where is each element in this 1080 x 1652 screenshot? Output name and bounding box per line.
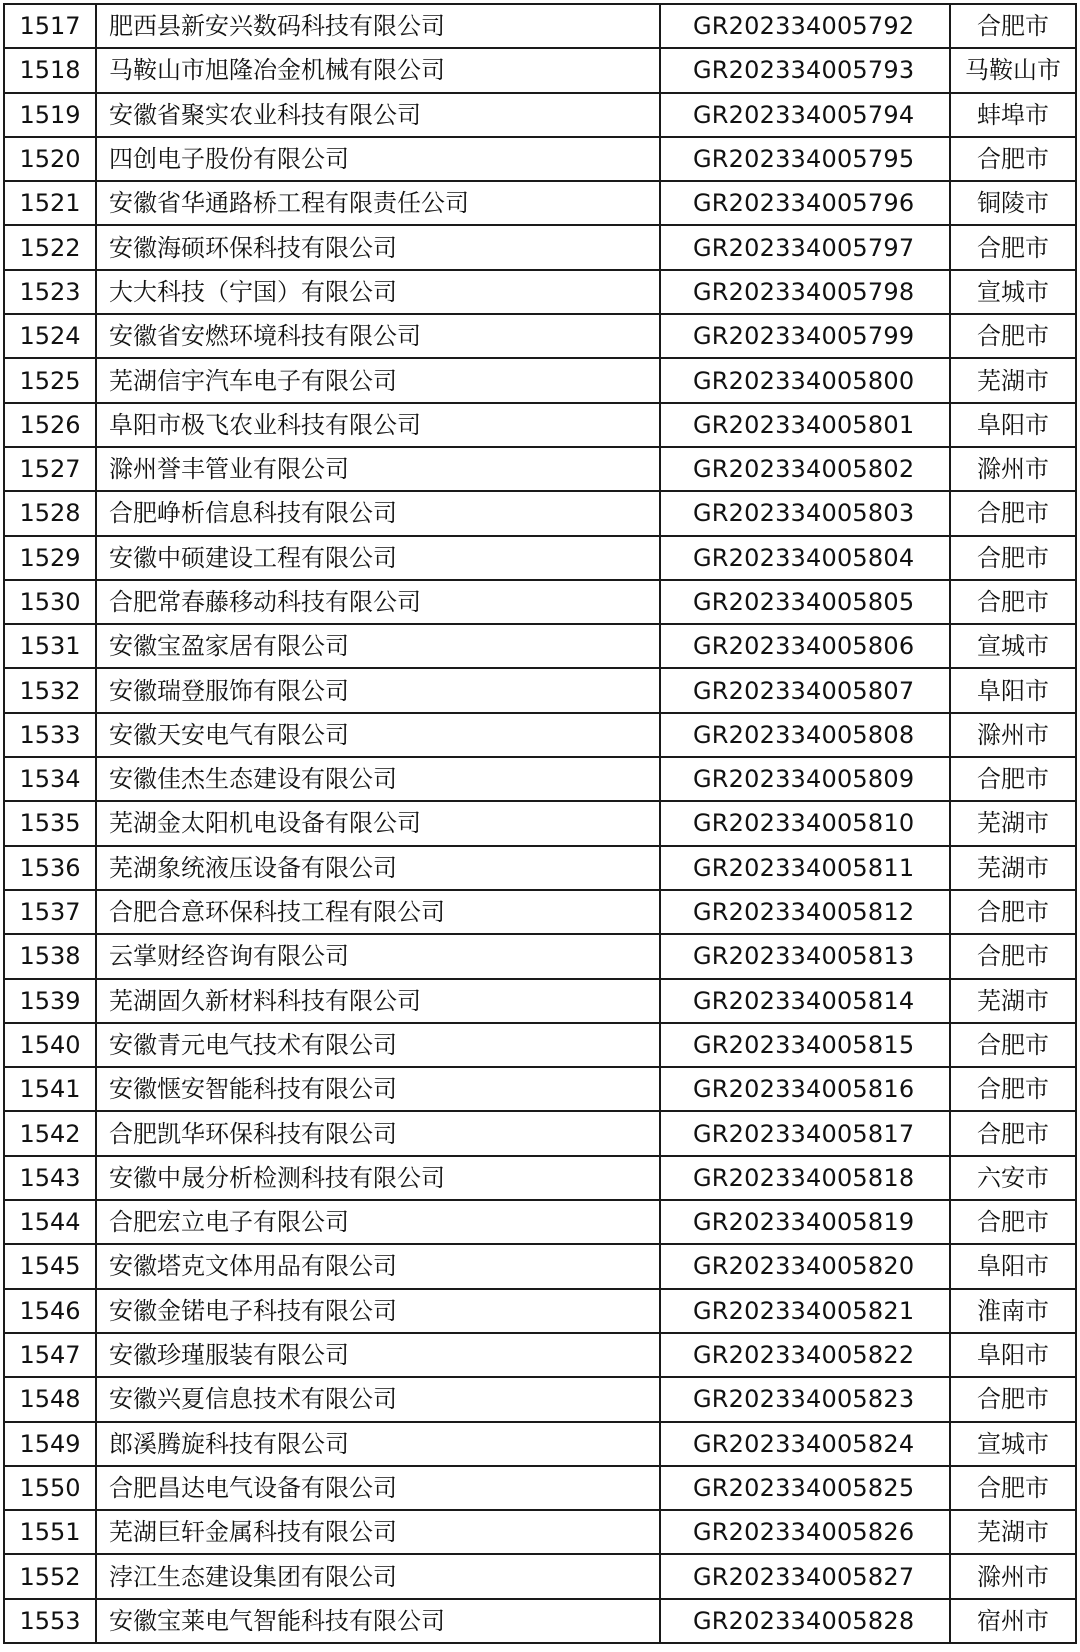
- company-name-cell: 安徽省聚实农业科技有限公司: [96, 93, 660, 137]
- city-cell: 铜陵市: [950, 181, 1076, 225]
- certificate-number-cell: GR202334005804: [660, 536, 950, 580]
- certificate-number-cell: GR202334005823: [660, 1377, 950, 1421]
- city-cell: 蚌埠市: [950, 93, 1076, 137]
- city-cell: 合肥市: [950, 934, 1076, 978]
- city-cell: 芜湖市: [950, 801, 1076, 845]
- table-row: [4, 1510, 1076, 1554]
- row-number-cell: 1546: [4, 1289, 96, 1333]
- company-name-cell: 芜湖信宇汽车电子有限公司: [96, 358, 660, 402]
- city-cell: 阜阳市: [950, 1244, 1076, 1288]
- company-name-cell: 安徽金锘电子科技有限公司: [96, 1289, 660, 1333]
- table-row: [4, 314, 1076, 358]
- city-cell: 合肥市: [950, 1200, 1076, 1244]
- row-number-cell: 1525: [4, 358, 96, 402]
- row-number-cell: 1527: [4, 447, 96, 491]
- certificate-number-cell: GR202334005817: [660, 1111, 950, 1155]
- company-name-cell: 安徽海硕环保科技有限公司: [96, 225, 660, 269]
- row-number-cell: 1552: [4, 1554, 96, 1598]
- company-name-cell: 安徽天安电气有限公司: [96, 713, 660, 757]
- table-row: [4, 93, 1076, 137]
- city-cell: 合肥市: [950, 225, 1076, 269]
- city-cell: 滁州市: [950, 1554, 1076, 1598]
- table-row: [4, 801, 1076, 845]
- certificate-number-cell: GR202334005801: [660, 403, 950, 447]
- row-number-cell: 1549: [4, 1422, 96, 1466]
- row-number-cell: 1534: [4, 757, 96, 801]
- certificate-number-cell: GR202334005800: [660, 358, 950, 402]
- row-number-cell: 1541: [4, 1067, 96, 1111]
- table-row: [4, 934, 1076, 978]
- city-cell: 合肥市: [950, 137, 1076, 181]
- certificate-number-cell: GR202334005818: [660, 1156, 950, 1200]
- row-number-cell: 1531: [4, 624, 96, 668]
- table-row: [4, 890, 1076, 934]
- table-row: [4, 624, 1076, 668]
- table-row: [4, 713, 1076, 757]
- certificate-number-cell: GR202334005814: [660, 979, 950, 1023]
- certificate-number-cell: GR202334005792: [660, 4, 950, 48]
- certificate-number-cell: GR202334005816: [660, 1067, 950, 1111]
- company-name-cell: 安徽兴夏信息技术有限公司: [96, 1377, 660, 1421]
- company-name-cell: 芜湖金太阳机电设备有限公司: [96, 801, 660, 845]
- row-number-cell: 1550: [4, 1466, 96, 1510]
- city-cell: 合肥市: [950, 890, 1076, 934]
- table-row: [4, 668, 1076, 712]
- city-cell: 合肥市: [950, 536, 1076, 580]
- row-number-cell: 1519: [4, 93, 96, 137]
- row-number-cell: 1530: [4, 580, 96, 624]
- company-name-cell: 合肥昌达电气设备有限公司: [96, 1466, 660, 1510]
- table-row: [4, 358, 1076, 402]
- company-name-cell: 安徽珍瑾服装有限公司: [96, 1333, 660, 1377]
- company-name-cell: 安徽中硕建设工程有限公司: [96, 536, 660, 580]
- city-cell: 芜湖市: [950, 979, 1076, 1023]
- certificate-number-cell: GR202334005815: [660, 1023, 950, 1067]
- row-number-cell: 1551: [4, 1510, 96, 1554]
- certificate-number-cell: GR202334005827: [660, 1554, 950, 1598]
- row-number-cell: 1529: [4, 536, 96, 580]
- table-row: [4, 1111, 1076, 1155]
- city-cell: 滁州市: [950, 447, 1076, 491]
- city-cell: 芜湖市: [950, 1510, 1076, 1554]
- certificate-number-cell: GR202334005796: [660, 181, 950, 225]
- row-number-cell: 1518: [4, 48, 96, 92]
- table-row: [4, 1333, 1076, 1377]
- certificate-number-cell: GR202334005806: [660, 624, 950, 668]
- table-row: [4, 846, 1076, 890]
- city-cell: 合肥市: [950, 4, 1076, 48]
- row-number-cell: 1517: [4, 4, 96, 48]
- table-row: [4, 1156, 1076, 1200]
- certificate-number-cell: GR202334005822: [660, 1333, 950, 1377]
- company-name-cell: 阜阳市极飞农业科技有限公司: [96, 403, 660, 447]
- city-cell: 合肥市: [950, 314, 1076, 358]
- certificate-number-cell: GR202334005821: [660, 1289, 950, 1333]
- certificate-number-cell: GR202334005812: [660, 890, 950, 934]
- row-number-cell: 1547: [4, 1333, 96, 1377]
- city-cell: 合肥市: [950, 757, 1076, 801]
- certificate-number-cell: GR202334005805: [660, 580, 950, 624]
- certificate-number-cell: GR202334005820: [660, 1244, 950, 1288]
- enterprise-registry-table: [3, 3, 1077, 1644]
- table-row: [4, 1289, 1076, 1333]
- certificate-number-cell: GR202334005794: [660, 93, 950, 137]
- table-row: [4, 1554, 1076, 1598]
- certificate-number-cell: GR202334005813: [660, 934, 950, 978]
- row-number-cell: 1533: [4, 713, 96, 757]
- table-row: [4, 1023, 1076, 1067]
- row-number-cell: 1521: [4, 181, 96, 225]
- city-cell: 芜湖市: [950, 846, 1076, 890]
- city-cell: 阜阳市: [950, 668, 1076, 712]
- row-number-cell: 1548: [4, 1377, 96, 1421]
- city-cell: 马鞍山市: [950, 48, 1076, 92]
- table-row: [4, 1244, 1076, 1288]
- row-number-cell: 1528: [4, 491, 96, 535]
- table-row: [4, 1377, 1076, 1421]
- company-name-cell: 安徽佳杰生态建设有限公司: [96, 757, 660, 801]
- company-name-cell: 合肥宏立电子有限公司: [96, 1200, 660, 1244]
- table-row: [4, 403, 1076, 447]
- city-cell: 合肥市: [950, 491, 1076, 535]
- company-name-cell: 浡江生态建设集团有限公司: [96, 1554, 660, 1598]
- city-cell: 合肥市: [950, 1466, 1076, 1510]
- certificate-number-cell: GR202334005809: [660, 757, 950, 801]
- table-row: [4, 1200, 1076, 1244]
- table-row: [4, 580, 1076, 624]
- city-cell: 阜阳市: [950, 403, 1076, 447]
- company-name-cell: 安徽宝莱电气智能科技有限公司: [96, 1599, 660, 1643]
- company-name-cell: 合肥凯华环保科技有限公司: [96, 1111, 660, 1155]
- certificate-number-cell: GR202334005793: [660, 48, 950, 92]
- company-name-cell: 安徽惬安智能科技有限公司: [96, 1067, 660, 1111]
- city-cell: 芜湖市: [950, 358, 1076, 402]
- company-name-cell: 合肥峥析信息科技有限公司: [96, 491, 660, 535]
- city-cell: 宣城市: [950, 270, 1076, 314]
- table-row: [4, 757, 1076, 801]
- certificate-number-cell: GR202334005808: [660, 713, 950, 757]
- company-name-cell: 郎溪腾旋科技有限公司: [96, 1422, 660, 1466]
- company-name-cell: 肥西县新安兴数码科技有限公司: [96, 4, 660, 48]
- company-name-cell: 安徽瑞登服饰有限公司: [96, 668, 660, 712]
- certificate-number-cell: GR202334005802: [660, 447, 950, 491]
- row-number-cell: 1537: [4, 890, 96, 934]
- row-number-cell: 1535: [4, 801, 96, 845]
- certificate-number-cell: GR202334005819: [660, 1200, 950, 1244]
- row-number-cell: 1538: [4, 934, 96, 978]
- row-number-cell: 1539: [4, 979, 96, 1023]
- certificate-number-cell: GR202334005798: [660, 270, 950, 314]
- certificate-number-cell: GR202334005799: [660, 314, 950, 358]
- table-row: [4, 1599, 1076, 1643]
- certificate-number-cell: GR202334005828: [660, 1599, 950, 1643]
- table-row: [4, 536, 1076, 580]
- row-number-cell: 1544: [4, 1200, 96, 1244]
- company-name-cell: 合肥合意环保科技工程有限公司: [96, 890, 660, 934]
- certificate-number-cell: GR202334005825: [660, 1466, 950, 1510]
- row-number-cell: 1524: [4, 314, 96, 358]
- row-number-cell: 1536: [4, 846, 96, 890]
- table-row: [4, 447, 1076, 491]
- certificate-number-cell: GR202334005795: [660, 137, 950, 181]
- city-cell: 合肥市: [950, 580, 1076, 624]
- city-cell: 宣城市: [950, 1422, 1076, 1466]
- city-cell: 淮南市: [950, 1289, 1076, 1333]
- city-cell: 合肥市: [950, 1377, 1076, 1421]
- row-number-cell: 1545: [4, 1244, 96, 1288]
- company-name-cell: 合肥常春藤移动科技有限公司: [96, 580, 660, 624]
- table-row: [4, 137, 1076, 181]
- company-name-cell: 芜湖固久新材料科技有限公司: [96, 979, 660, 1023]
- city-cell: 宿州市: [950, 1599, 1076, 1643]
- certificate-number-cell: GR202334005826: [660, 1510, 950, 1554]
- row-number-cell: 1523: [4, 270, 96, 314]
- company-name-cell: 安徽省安燃环境科技有限公司: [96, 314, 660, 358]
- table-row: [4, 1067, 1076, 1111]
- certificate-number-cell: GR202334005803: [660, 491, 950, 535]
- company-name-cell: 芜湖巨轩金属科技有限公司: [96, 1510, 660, 1554]
- certificate-number-cell: GR202334005811: [660, 846, 950, 890]
- city-cell: 阜阳市: [950, 1333, 1076, 1377]
- certificate-number-cell: GR202334005824: [660, 1422, 950, 1466]
- row-number-cell: 1532: [4, 668, 96, 712]
- table-row: [4, 1466, 1076, 1510]
- company-name-cell: 安徽中晟分析检测科技有限公司: [96, 1156, 660, 1200]
- company-name-cell: 安徽青元电气技术有限公司: [96, 1023, 660, 1067]
- table-row: [4, 491, 1076, 535]
- company-name-cell: 云掌财经咨询有限公司: [96, 934, 660, 978]
- registry-table-body: [4, 4, 1076, 1643]
- row-number-cell: 1526: [4, 403, 96, 447]
- city-cell: 宣城市: [950, 624, 1076, 668]
- company-name-cell: 滁州誉丰管业有限公司: [96, 447, 660, 491]
- certificate-number-cell: GR202334005797: [660, 225, 950, 269]
- certificate-number-cell: GR202334005810: [660, 801, 950, 845]
- company-name-cell: 四创电子股份有限公司: [96, 137, 660, 181]
- row-number-cell: 1522: [4, 225, 96, 269]
- city-cell: 合肥市: [950, 1111, 1076, 1155]
- company-name-cell: 安徽宝盈家居有限公司: [96, 624, 660, 668]
- table-row: [4, 4, 1076, 48]
- city-cell: 合肥市: [950, 1023, 1076, 1067]
- table-row: [4, 225, 1076, 269]
- company-name-cell: 大大科技（宁国）有限公司: [96, 270, 660, 314]
- table-row: [4, 48, 1076, 92]
- row-number-cell: 1540: [4, 1023, 96, 1067]
- table-row: [4, 270, 1076, 314]
- city-cell: 六安市: [950, 1156, 1076, 1200]
- row-number-cell: 1542: [4, 1111, 96, 1155]
- row-number-cell: 1520: [4, 137, 96, 181]
- table-row: [4, 1422, 1076, 1466]
- company-name-cell: 芜湖象统液压设备有限公司: [96, 846, 660, 890]
- city-cell: 滁州市: [950, 713, 1076, 757]
- city-cell: 合肥市: [950, 1067, 1076, 1111]
- table-row: [4, 979, 1076, 1023]
- company-name-cell: 安徽塔克文体用品有限公司: [96, 1244, 660, 1288]
- company-name-cell: 马鞍山市旭隆冶金机械有限公司: [96, 48, 660, 92]
- company-name-cell: 安徽省华通路桥工程有限责任公司: [96, 181, 660, 225]
- row-number-cell: 1543: [4, 1156, 96, 1200]
- table-row: [4, 181, 1076, 225]
- certificate-number-cell: GR202334005807: [660, 668, 950, 712]
- row-number-cell: 1553: [4, 1599, 96, 1643]
